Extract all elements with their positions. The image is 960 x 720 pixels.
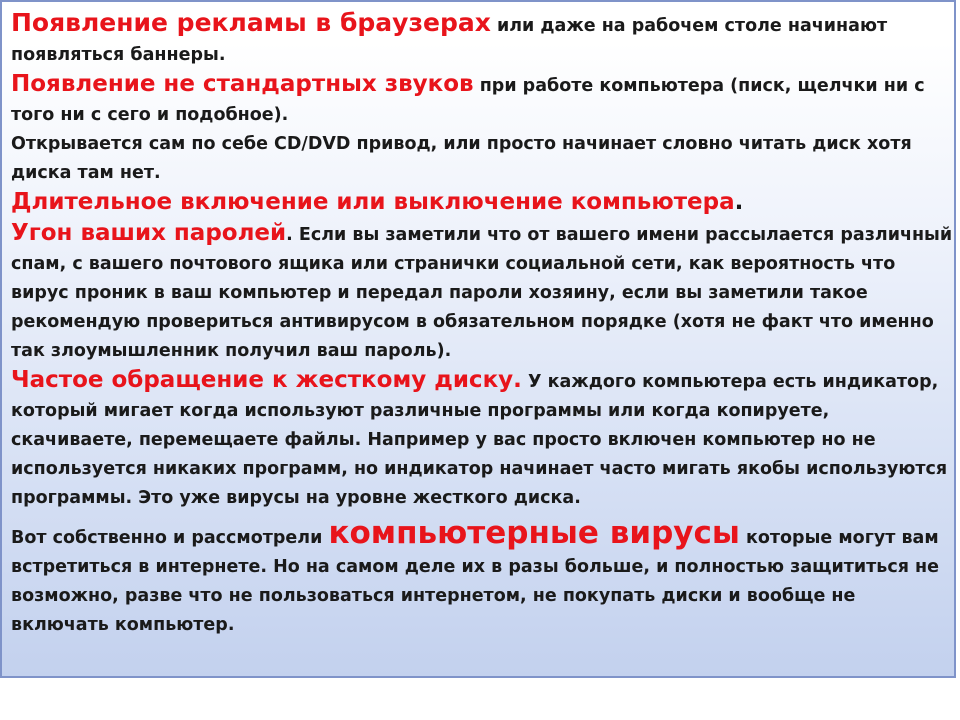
- lead-boot: Длительное включение или выключение компьютера: [11, 189, 735, 215]
- lead-ads: Появление рекламы в браузерах: [11, 8, 491, 37]
- paragraph-ads: [11, 8, 953, 70]
- paragraph-disk: [11, 366, 953, 513]
- paragraph-cd-drive: [11, 130, 953, 188]
- slide-text: [11, 8, 953, 640]
- lead-summary: компьютерные вирусы: [328, 515, 740, 551]
- paragraph-boot: [11, 188, 953, 219]
- body-sounds: при работе компьютера (писк, щелчки ни с того ни с сего и подобное).: [11, 76, 925, 125]
- pre-summary: Вот собственно и рассмотрели: [11, 528, 329, 548]
- paragraph-summary: [11, 515, 953, 640]
- paragraph-passwords: [11, 219, 953, 366]
- lead-disk: Частое обращение к жесткому диску.: [11, 367, 522, 393]
- lead-sounds: Появление не стандартных звуков: [11, 71, 474, 97]
- body-ads: или даже на рабочем столе начинают появляться баннеры.: [11, 16, 888, 65]
- lead-passwords: Угон ваших паролей: [11, 220, 287, 246]
- body-boot: .: [734, 189, 744, 215]
- body-disk: У каждого компьютера есть индикатор, который мигает когда используют различные программы или когда копируете, скачиваете, перемещаете файлы. Например у вас просто включен компьютер но не используется никаких программ, но индикатор начинает часто мигать якобы используются программы. Это уже вирусы на уровне жесткого диска.: [11, 372, 948, 508]
- body-passwords: . Если вы заметили что от вашего имени рассылается различный спам, с вашего почтового ящика или странички социальной сети, как вероятность что вирус проник в ваш компьютер и передал пароли хозяину, если вы заметили такое рекомендую провериться антивирусом в обязательном порядке (хотя не факт что именно так злоумышленник получил ваш пароль).: [11, 225, 953, 361]
- body-summary: которые могут вам встретиться в интернете. Но на самом деле их в разы больше, и полностью защититься не возможно, разве что не пользоваться интернетом, не покупать диски и вообще не включать компьютер.: [11, 528, 940, 635]
- body-cd-drive: Открывается сам по себе CD/DVD привод, или просто начинает словно читать диск хотя диска там нет.: [11, 134, 912, 183]
- paragraph-sounds: [11, 70, 953, 130]
